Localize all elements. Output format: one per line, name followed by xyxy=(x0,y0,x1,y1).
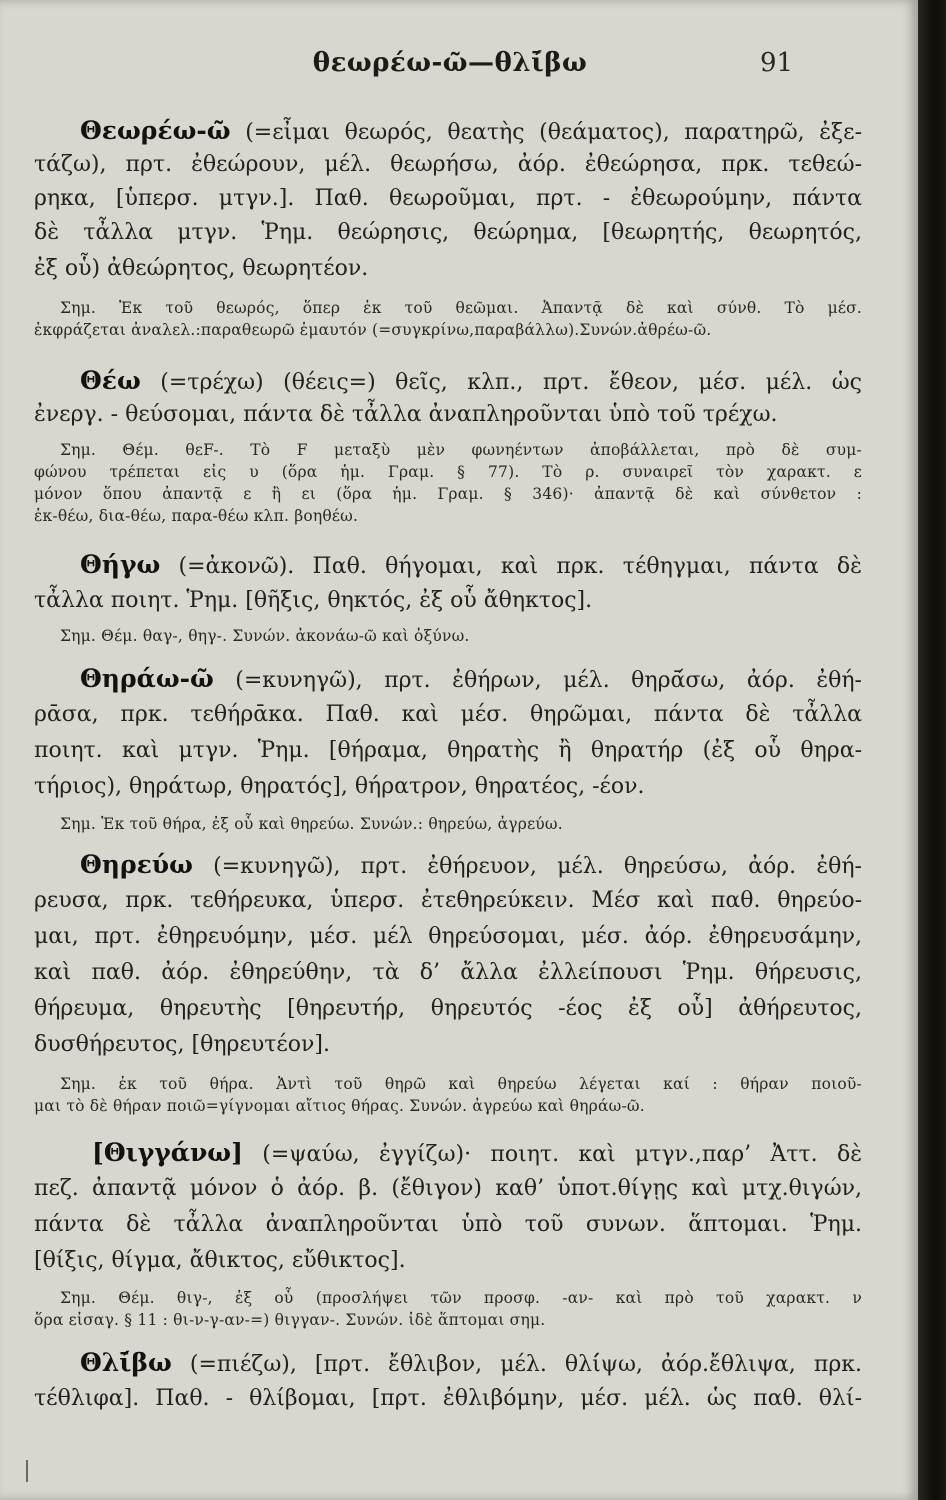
entry-line: Θηρεύω (=κυνηγῶ), πρτ. ἐθήρευον, μέλ. θηρεύσω, ἀόρ. ἐθή- xyxy=(80,850,862,879)
entry-line: τἆλλα ποιητ. Ῥημ. [θῆξις, θηκτός, ἐξ οὗ ἄθηκτος]. xyxy=(34,588,593,613)
entry-line: τέθλιφα]. Παθ. - θλίβομαι, [πρτ. ἐθλιβόμην, μέσ. μέλ. ὡς παθ. θλί- xyxy=(34,1386,862,1411)
margin-mark xyxy=(26,1460,28,1482)
entry-note: Σημ. Θέμ. θαγ-, θηγ-. Συνών. ἀκονάω-ῶ καὶ ὀξύνω. xyxy=(60,627,470,645)
entry-line: [Θιγγάνω] (=ψαύω, ἐγγίζω)· ποιητ. καὶ μτγν.,παρ’ Ἀττ. δὲ xyxy=(92,1138,862,1167)
entry-line: ποιητ. καὶ μτγν. Ῥημ. [θήραμα, θηρατὴς ἢ θηρατήρ (ἐξ οὗ θηρα- xyxy=(34,738,862,763)
entry-headword: Θλῑ́βω xyxy=(80,1348,172,1377)
entry-line: πεζ. ἀπαντᾷ μόνον ὁ ἀόρ. β. (ἔθιγον) καθ’ ὑποτ.θίγῃς καὶ μτχ.θιγών, xyxy=(34,1176,862,1201)
entry-line: Θηράω-ῶ (=κυνηγῶ), πρτ. ἐθήρων, μέλ. θηρᾱ́σω, ἀόρ. ἐθή- xyxy=(80,664,862,693)
entry-line: δὲ τἆλλα μτγν. Ῥημ. θεώρησις, θεώρημα, [θεωρητής, θεωρητός, xyxy=(34,220,862,245)
entry-line: ρευσα, πρκ. τεθήρευκα, ὑπερσ. ἐτεθηρεύκειν. Μέσ καὶ παθ. θηρεύο- xyxy=(34,888,862,913)
entry-line: ρᾱσα, πρκ. τεθήρᾱκα. Παθ. καὶ μέσ. θηρῶμαι, πάντα δὲ τἆλλα xyxy=(34,702,862,727)
entry-line: ἐνεργ. - θεύσομαι, πάντα δὲ τἆλλα ἀναπληροῦνται ὑπὸ τοῦ τρέχω. xyxy=(34,402,778,427)
entry-line: τάζω), πρτ. ἐθεώρουν, μέλ. θεωρήσω, ἀόρ. ἐθεώρησα, πρκ. τεθεώ- xyxy=(34,152,862,177)
running-head-title: θεωρέω-ῶ—θλῑ́βω xyxy=(312,48,588,78)
entry-note: Σημ. Θέμ. θιγ-, ἐξ οὗ (προσλήψει τῶν προσφ. -αν- καὶ πρὸ τοῦ χαρακτ. ν xyxy=(60,1289,862,1307)
entry-headword: Θέω xyxy=(80,366,141,395)
entry-note: Σημ. Ἐκ τοῦ θεωρός, ὅπερ ἐκ τοῦ θεῶμαι. Ἀπαντᾷ δὲ καὶ σύνθ. Τὸ μέσ. xyxy=(60,299,862,317)
entry-line: [θίξις, θίγμα, ἄθικτος, εὔθικτος]. xyxy=(34,1248,406,1273)
entry-line: πάντα δὲ τἆλλα ἀναπληροῦνται ὑπὸ τοῦ συνων. ἅπτομαι. Ῥημ. xyxy=(34,1212,862,1237)
entry-line: ρηκα, [ὑπερσ. μτγν.]. Παθ. θεωροῦμαι, πρτ. - ἐθεωρούμην, πάντα xyxy=(34,186,862,211)
entry-headword: Θηρεύω xyxy=(80,850,193,879)
entry-note: Σημ. ἐκ τοῦ θήρα. Ἀντὶ τοῦ θηρῶ καὶ θηρεύω λέγεται καί : θήραν ποιοῦ- xyxy=(60,1075,862,1093)
entry-headword: Θεωρέω-ῶ xyxy=(80,116,231,145)
entry-note: ἐκφράζεται ἀναλελ.:παραθεωρῶ ἐμαυτόν (=συγκρίνω,παραβάλλω).Συνών.ἀθρέω-ῶ. xyxy=(34,321,712,339)
entry-note: μόνον ὅπου ἀπαντᾷ ε ἢ ει (ὅρα ἡμ. Γραμ. § 346)· ἀπαντᾷ δὲ καὶ σύνθετον : xyxy=(34,485,862,503)
entry-headword: Θηράω-ῶ xyxy=(80,664,214,693)
entry-note: φώνου τρέπεται εἰς υ (ὅρα ἡμ. Γραμ. § 77). Τὸ ρ. συναιρεῖ τὸν χαρακτ. ε xyxy=(34,463,862,481)
entry-line: δυσθήρευτος, [θηρευτέον]. xyxy=(34,1032,330,1057)
entry-line: Θήγω (=ἀκονῶ). Παθ. θήγομαι, καὶ πρκ. τέθηγμαι, πάντα δὲ xyxy=(80,550,862,579)
entry-note: μαι τὸ δὲ θήραν ποιῶ=γίγνομαι αἴτιος θήρας. Συνών. ἀγρεύω καὶ θηράω-ῶ. xyxy=(34,1097,645,1115)
entry-note: Σημ. Θέμ. θεF-. Τὸ F μεταξὺ μὲν φωνηέντων ἀποβάλλεται, πρὸ δὲ συμ- xyxy=(60,441,862,459)
entry-note: ἐκ-θέω, δια-θέω, παρα-θέω κλπ. βοηθέω. xyxy=(34,507,359,525)
entry-line: Θλῑ́βω (=πιέζω), [πρτ. ἔθλιβον, μέλ. θλί́ψω, ἀόρ.ἔθλιψα, πρκ. xyxy=(80,1348,862,1377)
entry-line: καὶ παθ. ἀόρ. ἐθηρεύθην, τὰ δ’ ἄλλα ἐλλείπουσι Ῥημ. θήρευσις, xyxy=(34,960,862,985)
book-edge xyxy=(918,0,946,1500)
entry-line: τήριος), θηράτωρ, θηρατός], θήρατρον, θηρατέος, -έον. xyxy=(34,774,645,799)
running-head xyxy=(0,40,918,90)
entry-headword: Θήγω xyxy=(80,550,161,579)
entry-line: ἐξ οὗ) ἀθεώρητος, θεωρητέον. xyxy=(34,256,369,281)
entry-line: Θεωρέω-ῶ (=εἶμαι θεωρός, θεατὴς (θεάματος), παρατηρῶ, ἐξε- xyxy=(80,116,862,145)
entry-line: θήρευμα, θηρευτὴς [θηρευτήρ, θηρευτός -έος ἐξ οὗ] ἀθήρευτος, xyxy=(34,996,862,1021)
entry-note: Σημ. Ἐκ τοῦ θήρα, ἐξ οὗ καὶ θηρεύω. Συνών.: θηρεύω, ἀγρεύω. xyxy=(60,815,563,833)
page-number: 91 xyxy=(760,48,794,78)
entry-headword: [Θιγγάνω] xyxy=(92,1138,243,1167)
entry-line: μαι, πρτ. ἐθηρευόμην, μέσ. μέλ θηρεύσομαι, μέσ. ἀόρ. ἐθηρευσάμην, xyxy=(34,924,862,949)
entry-line: Θέω (=τρέχω) (θέεις=) θεῖς, κλπ., πρτ. ἔθεον, μέσ. μέλ. ὡς xyxy=(80,366,862,395)
entry-note: ὅρα εἰσαγ. § 11 : θι-ν-γ-αν-=) θιγγαν-. Συνών. ἰδὲ ἅπτομαι σημ. xyxy=(34,1311,546,1329)
